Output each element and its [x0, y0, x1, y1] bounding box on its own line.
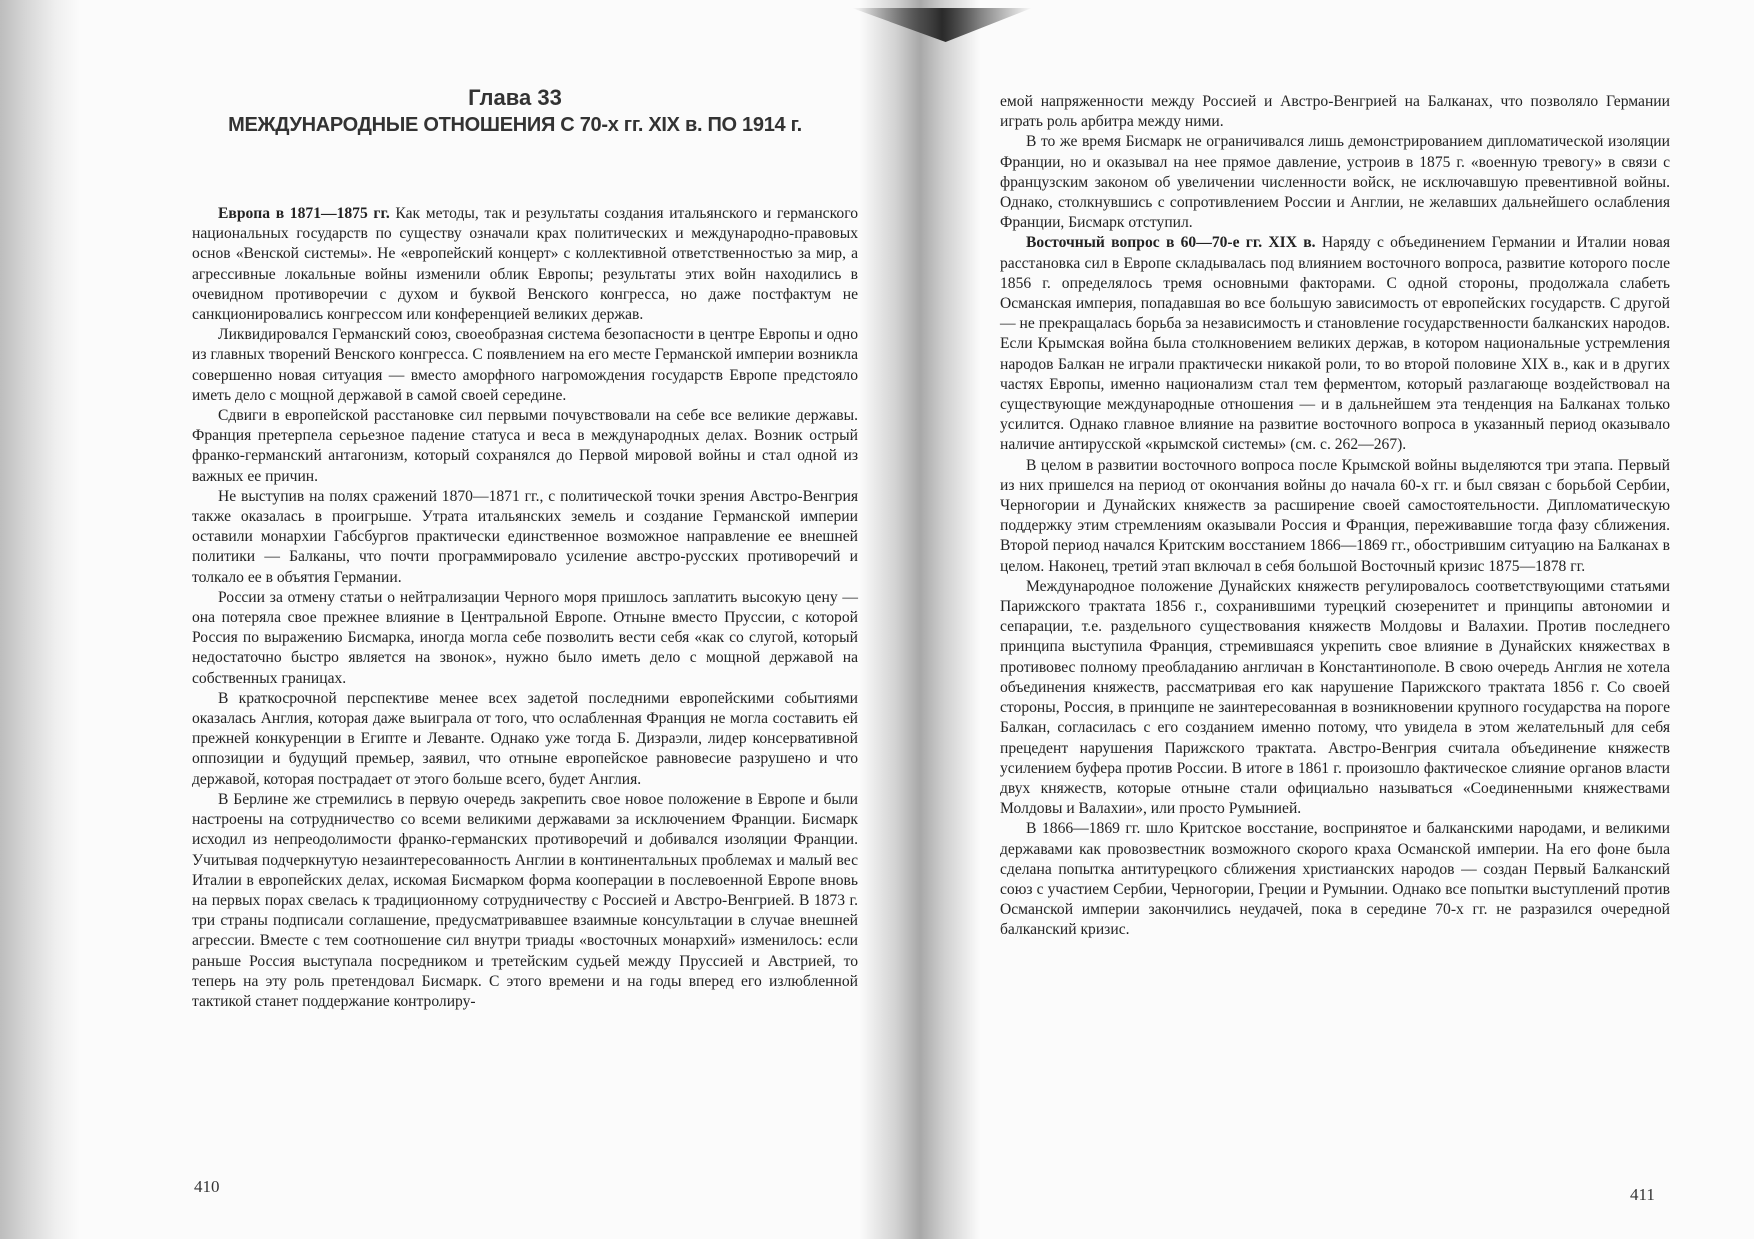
- paragraph: В краткосрочной перспективе менее всех задетой последними европейскими событиями оказалась Англия, которая даже выиграла от того, что ослабленная Франция не могла составить ей прежней конкуренции в Египте и Леванте. Однако уже тогда Б. Дизраэли, лидер консервативной оппозиции и будущий премьер, заявил, что отныне европейское равновесие разрушено и что державой, которая пострадает от этого больше всего, будет Англия.: [192, 689, 858, 788]
- paragraph: Международное положение Дунайских княжеств регулировалось соответствующими статьями Парижского трактата 1856 г., сохранившими турецкий сюзеренитет и принципы автономии и сепарации, т.е. раздельного существования княжеств Молдовы и Валахии. Против последнего принципа выступила Франция, стремившаяся укрепить свое влияние в Дунайских княжествах в противовес полному преобладанию англичан в Константинополе. В свою очередь Англия не хотела объединения княжеств, рассматривая его как нарушение Парижского трактата 1856 г. Со своей стороны, Россия, в принципе не заинтересованная в возникновении крупного государства на пороге Балкан, согласилась с его созданием именно потому, что увидела в этом желательный для себя прецедент нарушения Парижского трактата. Австро-Венгрия считала объединение княжеств усилением буфера против России. В итоге в 1861 г. произошло фактическое слияние органов власти двух княжеств, которые отныне стали официально называться «Соединенными княжествами Молдовы и Валахии», или просто Румынией.: [1000, 577, 1670, 818]
- page-number-right: 411: [1630, 1185, 1655, 1204]
- book-gutter-shadow: [860, 0, 980, 1239]
- paragraph: емой напряженности между Россией и Австро-Венгрией на Балканах, что позволяло Германии играть роль арбитра между ними.: [1000, 93, 1670, 131]
- left-page-body: [192, 204, 858, 1012]
- left-page: [192, 84, 858, 1012]
- paragraph: России за отмену статьи о нейтрализации Черного моря пришлось заплатить высокую цену — она потеряла свое прежнее влияние в Центральной Европе. Отныне вместо Пруссии, с которой Россия по выражению Бисмарка, иногда могла себе позволить вести себя «как со слугой, который недостаточно быстро является на звонок», нужно было иметь дело с мощной державой на собственных границах.: [192, 588, 858, 687]
- paragraph: Восточный вопрос в 60—70-е гг. XIX в. Наряду с объединением Германии и Италии новая расстановка сил в Европе складывалась под влиянием восточного вопроса, развитие которого после 1856 г. определялось тремя основными факторами. С одной стороны, продолжала слабеть Османская империя, попадавшая во все большую зависимость от европейских государств. С другой — не прекращалась борьба за независимость и становление государственности балканских народов. Если Крымская война была столкновением великих держав, в котором национальные устремления народов Балкан не играли практически никакой роли, то во второй половине XIX в., как и в других частях Европы, именно национализм стал тем ферментом, который разлагающе воздействовал на существующие международные отношения — и в дальнейшем эта тенденция на Балканах только усилится. Однако главное влияние на развитие восточного вопроса в указанный период оказывало наличие антирусской «крымской системы» (см. с. 262—267).: [1000, 234, 1670, 454]
- section-lead: Европа в 1871—1875 гг.: [218, 205, 390, 222]
- paragraph: В то же время Бисмарк не ограничивался лишь демонстрированием дипломатической изоляции Франции, но и оказывал на нее прямое давление, устроив в 1875 г. «военную тревогу» в связи с французским законом об увеличении численности войск, не исключавшую превентивной войны. Однако, столкнувшись с сопротивлением России и Англии, не желавших дальнейшего ослабления Франции, Бисмарк отступил.: [1000, 133, 1670, 232]
- paragraph: В Берлине же стремились в первую очередь закрепить свое новое положение в Европе и были настроены на сотрудничество со всеми великими державами за исключением Франции. Бисмарк исходил из непреодолимости франко-германских противоречий и добивался изоляции Франции. Учитывая подчеркнутую незаинтересованность Англии в континентальных проблемах и малый вес Италии в европейских делах, искомая Бисмарком форма кооперации в послевоенной Европе вновь на первых порах свелась к традиционному сотрудничеству с Россией и Австро-Венгрией. В 1873 г. три страны подписали соглашение, предусматривавшее взаимные консультации в случае внешней агрессии. Вместе с тем соотношение сил внутри триады «восточных монархий» изменилось: если раньше Россия выступала посредником и третейским судьей между Пруссией и Австрией, то теперь на эту роль претендовал Бисмарк. С этого времени и на годы вперед его излюбленной тактикой станет поддержание контролиру-: [192, 790, 858, 1010]
- section-lead: Восточный вопрос в 60—70-е гг. XIX в.: [1026, 234, 1316, 252]
- paragraph: Ликвидировался Германский союз, своеобразная система безопасности в центре Европы и одно из главных творений Венского конгресса. С появлением на его месте Германской империи возникла совершенно новая ситуация — вместо аморфного нагромождения государств Европе предстояло иметь дело с мощной державой в самой своей середине.: [192, 326, 858, 404]
- chapter-heading: [172, 84, 858, 138]
- right-page: [1000, 92, 1670, 941]
- right-page-body: [1000, 92, 1670, 941]
- paragraph: Европа в 1871—1875 гг. Как методы, так и результаты создания итальянского и германского национальных государств по существу означали крах политических и международно-правовых основ «Венской системы». Не «европейский концерт» с коллективной ответственностью за мир, а агрессивные локальные войны изменили облик Европы; результаты этих войн находились в очевидном противоречии с духом и буквой Венского конгресса, но даже постфактум не санкционировались конгрессом или конференцией великих держав.: [192, 205, 858, 324]
- paragraph: Не выступив на полях сражений 1870—1871 гг., с политической точки зрения Австро-Венгрия также оказалась в проигрыше. Утрата итальянских земель и создание Германской империи оставили монархии Габсбургов практически единственное возможное направление ее внешней политики — Балканы, что почти программировало усиление австро-русских противоречий и толкало ее в объятия Германии.: [192, 487, 858, 586]
- paragraph: Сдвиги в европейской расстановке сил первыми почувствовали на себе все великие державы. Франция претерпела серьезное падение статуса и веса в международных делах. Возник острый франко-германский антагонизм, который сохранялся до Первой мировой войны и стал одной из важных ее причин.: [192, 407, 858, 485]
- left-page-edge-shadow: [0, 0, 80, 1239]
- paragraph: В целом в развитии восточного вопроса после Крымской войны выделяются три этапа. Первый из них пришелся на период от окончания войны до начала 60-х гг. и был связан с борьбой Сербии, Черногории и Дунайских княжеств за расширение своей самостоятельности. Дипломатическую поддержку этим стремлениям оказывали Россия и Франция, переживавшие тогда фазу сближения. Второй период начался Критским восстанием 1866—1869 гг., обострившим ситуацию на Балканах в целом. Наконец, третий этап включал в себя большой Восточный кризис 1875—1878 гг.: [1000, 456, 1670, 575]
- chapter-number: Глава 33: [468, 85, 562, 110]
- chapter-title: МЕЖДУНАРОДНЫЕ ОТНОШЕНИЯ С 70-х гг. XIX в. ПО 1914 г.: [228, 114, 802, 136]
- paragraph: В 1866—1869 гг. шло Критское восстание, воспринятое и балканскими народами, и великими державами как провозвестник возможного скорого краха Османской империи. На его фоне была сделана попытка антитурецкого сближения христианских народов — создан Первый Балканский союз с участием Сербии, Черногории, Греции и Румынии. Однако все попытки выступлений против Османской империи закончились неудачей, пока в середине 70-х гг. не разразился очередной балканский кризис.: [1000, 820, 1670, 939]
- page-number-left: 410: [194, 1177, 220, 1196]
